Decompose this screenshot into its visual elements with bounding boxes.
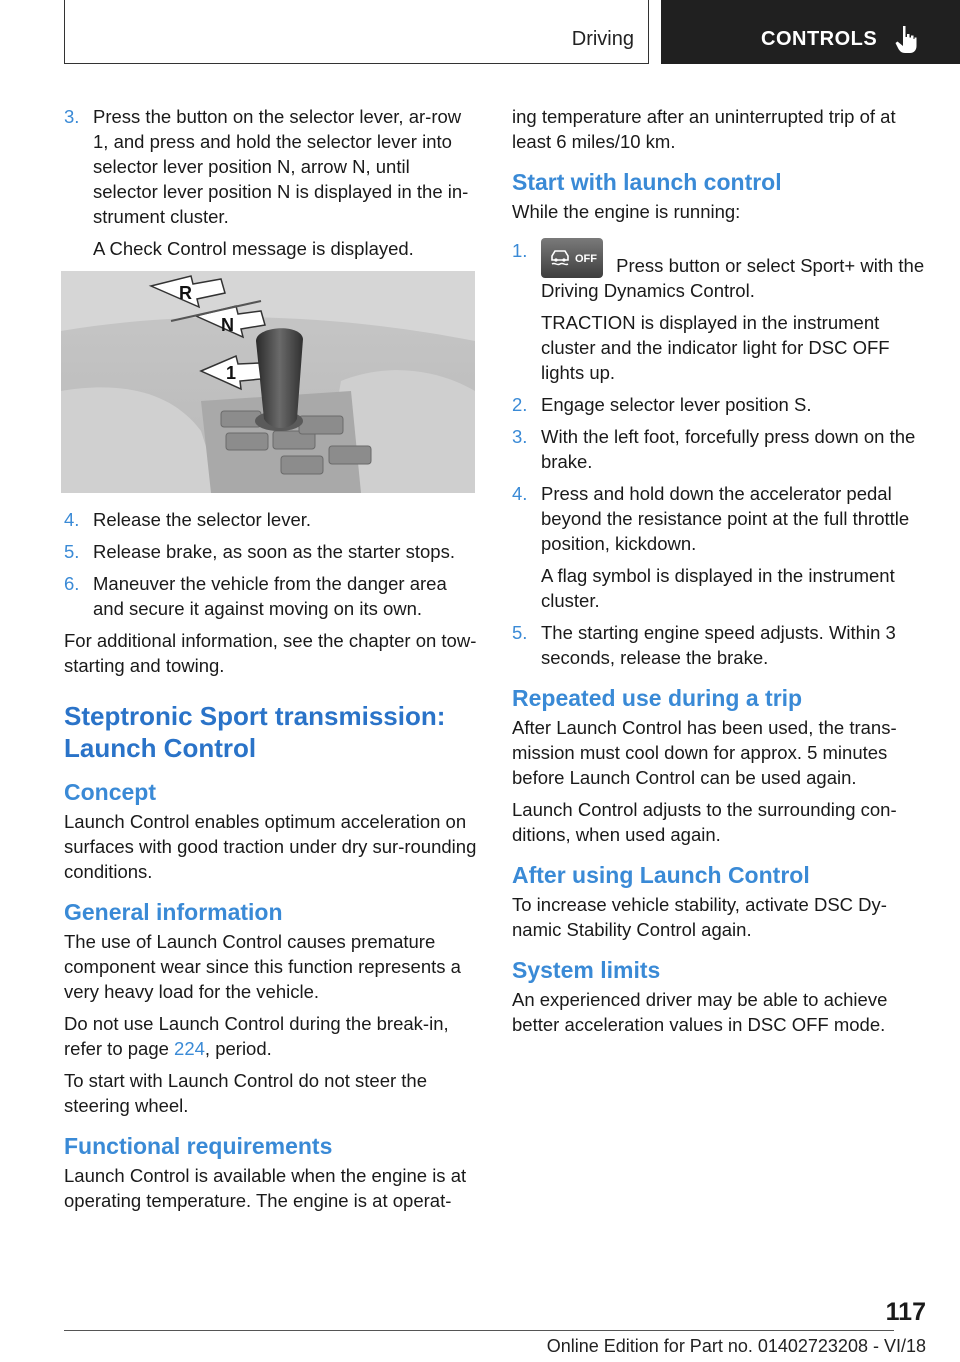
functional-requirements-text: Launch Control is available when the engine is at operating temperature. The engine is at operat- xyxy=(64,1165,467,1211)
functional-requirements-heading: Functional requirements xyxy=(64,1133,333,1159)
header-chapter-label: CONTROLS xyxy=(761,28,878,50)
launch-step-2 xyxy=(512,392,928,417)
general-info-heading: General information xyxy=(64,899,283,925)
step-5 xyxy=(64,539,478,564)
step-text: Maneuver the vehicle from the danger area and secure it against moving on its own. xyxy=(93,573,447,619)
arrow-label-1: 1 xyxy=(226,363,237,383)
start-launch-heading: Start with launch control xyxy=(512,169,782,195)
dsc-off-button-icon xyxy=(541,238,603,278)
launch-step-3 xyxy=(512,424,928,474)
additional-info-text: For additional information, see the chapter on tow-starting and towing. xyxy=(64,630,477,676)
step-4 xyxy=(64,507,478,532)
step-number: 3. xyxy=(512,426,528,447)
repeated-use-heading: Repeated use during a trip xyxy=(512,685,803,711)
step-note: A flag symbol is displayed in the instrument cluster. xyxy=(541,565,895,611)
system-limits-text: An experienced driver may be able to achieve better acceleration values in DSC OFF mode. xyxy=(512,989,888,1035)
step-text: Release brake, as soon as the starter stops. xyxy=(93,541,455,562)
step-number: 1. xyxy=(512,240,528,261)
step-number: 4. xyxy=(512,483,528,504)
arrow-label-n: N xyxy=(221,315,234,335)
step-number: 6. xyxy=(64,573,80,594)
system-limits-heading: System limits xyxy=(512,957,661,983)
arrow-label-r: R xyxy=(179,283,192,303)
repeated-use-text-1: After Launch Control has been used, the trans-mission must cool down for approx. 5 minutes before Launch Control can be used again. xyxy=(512,717,897,788)
traction-car-icon xyxy=(549,246,571,268)
step-text: The starting engine speed adjusts. Within 3 seconds, release the brake. xyxy=(541,622,896,668)
footer-edition: Online Edition for Part no. 01402723208 - VI/18 xyxy=(546,1336,926,1356)
break-in-suffix: , period. xyxy=(204,1038,272,1059)
page-reference-link[interactable]: 224 xyxy=(174,1038,205,1059)
start-intro: While the engine is running: xyxy=(512,201,741,222)
general-info-text: The use of Launch Control causes premature component wear since this function represents a very heavy load for the vehicle. xyxy=(64,931,461,1002)
step-number: 4. xyxy=(64,509,80,530)
steering-text: To start with Launch Control do not steer the steering wheel. xyxy=(64,1070,428,1116)
header-chapter-tab xyxy=(661,0,960,64)
step-3 xyxy=(64,104,478,229)
header-section-title: Driving xyxy=(571,28,634,50)
launch-step-1 xyxy=(512,238,928,303)
selector-lever-illustration xyxy=(61,271,475,493)
step-text: Press and hold down the accelerator pedal beyond the resistance point at the full throttle position, kickdown. xyxy=(541,483,910,554)
launch-step-5 xyxy=(512,620,928,670)
right-column xyxy=(512,104,928,1044)
repeated-use-text-2: Launch Control adjusts to the surrounding con-ditions, when used again. xyxy=(512,799,897,845)
step-text: Release the selector lever. xyxy=(93,509,312,530)
header-section-box xyxy=(64,0,649,64)
step-text: Press button or select Sport+ with the Driving Dynamics Control. xyxy=(541,255,925,301)
break-in-prefix: Do not use Launch Control during the break-in, refer to page xyxy=(64,1013,449,1059)
step-number: 5. xyxy=(64,541,80,562)
footer-divider xyxy=(64,1330,894,1331)
step-note: A Check Control message is displayed. xyxy=(93,238,414,259)
step-number: 3. xyxy=(64,106,80,127)
step-text: Press the button on the selector lever, ar-row 1, and press and hold the selector lever into selector lever position N, arrow N, until selector lever position N is displayed in the in-strument cluster. xyxy=(93,106,469,227)
step-6 xyxy=(64,571,478,621)
step-note: TRACTION is displayed in the instrument cluster and the indicator light for DSC OFF lights up. xyxy=(541,312,890,383)
step-number: 2. xyxy=(512,394,528,415)
break-in-text xyxy=(64,1011,478,1061)
concept-text: Launch Control enables optimum acceleration on surfaces with good traction under dry sur-rounding conditions. xyxy=(64,811,477,882)
step-number: 5. xyxy=(512,622,528,643)
pointing-hand-icon xyxy=(895,24,917,54)
continued-text: ing temperature after an uninterrupted trip of at least 6 miles/10 km. xyxy=(512,106,896,152)
launch-step-4 xyxy=(512,481,928,556)
left-column xyxy=(64,104,478,1220)
page-number: 117 xyxy=(885,1298,926,1326)
after-using-text: To increase vehicle stability, activate DSC Dy-namic Stability Control again. xyxy=(512,894,887,940)
dsc-off-label: OFF xyxy=(575,253,597,265)
step-text: With the left foot, forcefully press down on the brake. xyxy=(541,426,916,472)
concept-heading: Concept xyxy=(64,779,156,805)
after-using-heading: After using Launch Control xyxy=(512,862,810,888)
step-text: Engage selector lever position S. xyxy=(541,394,812,415)
section-title: Steptronic Sport transmission: Launch Control xyxy=(64,701,446,763)
